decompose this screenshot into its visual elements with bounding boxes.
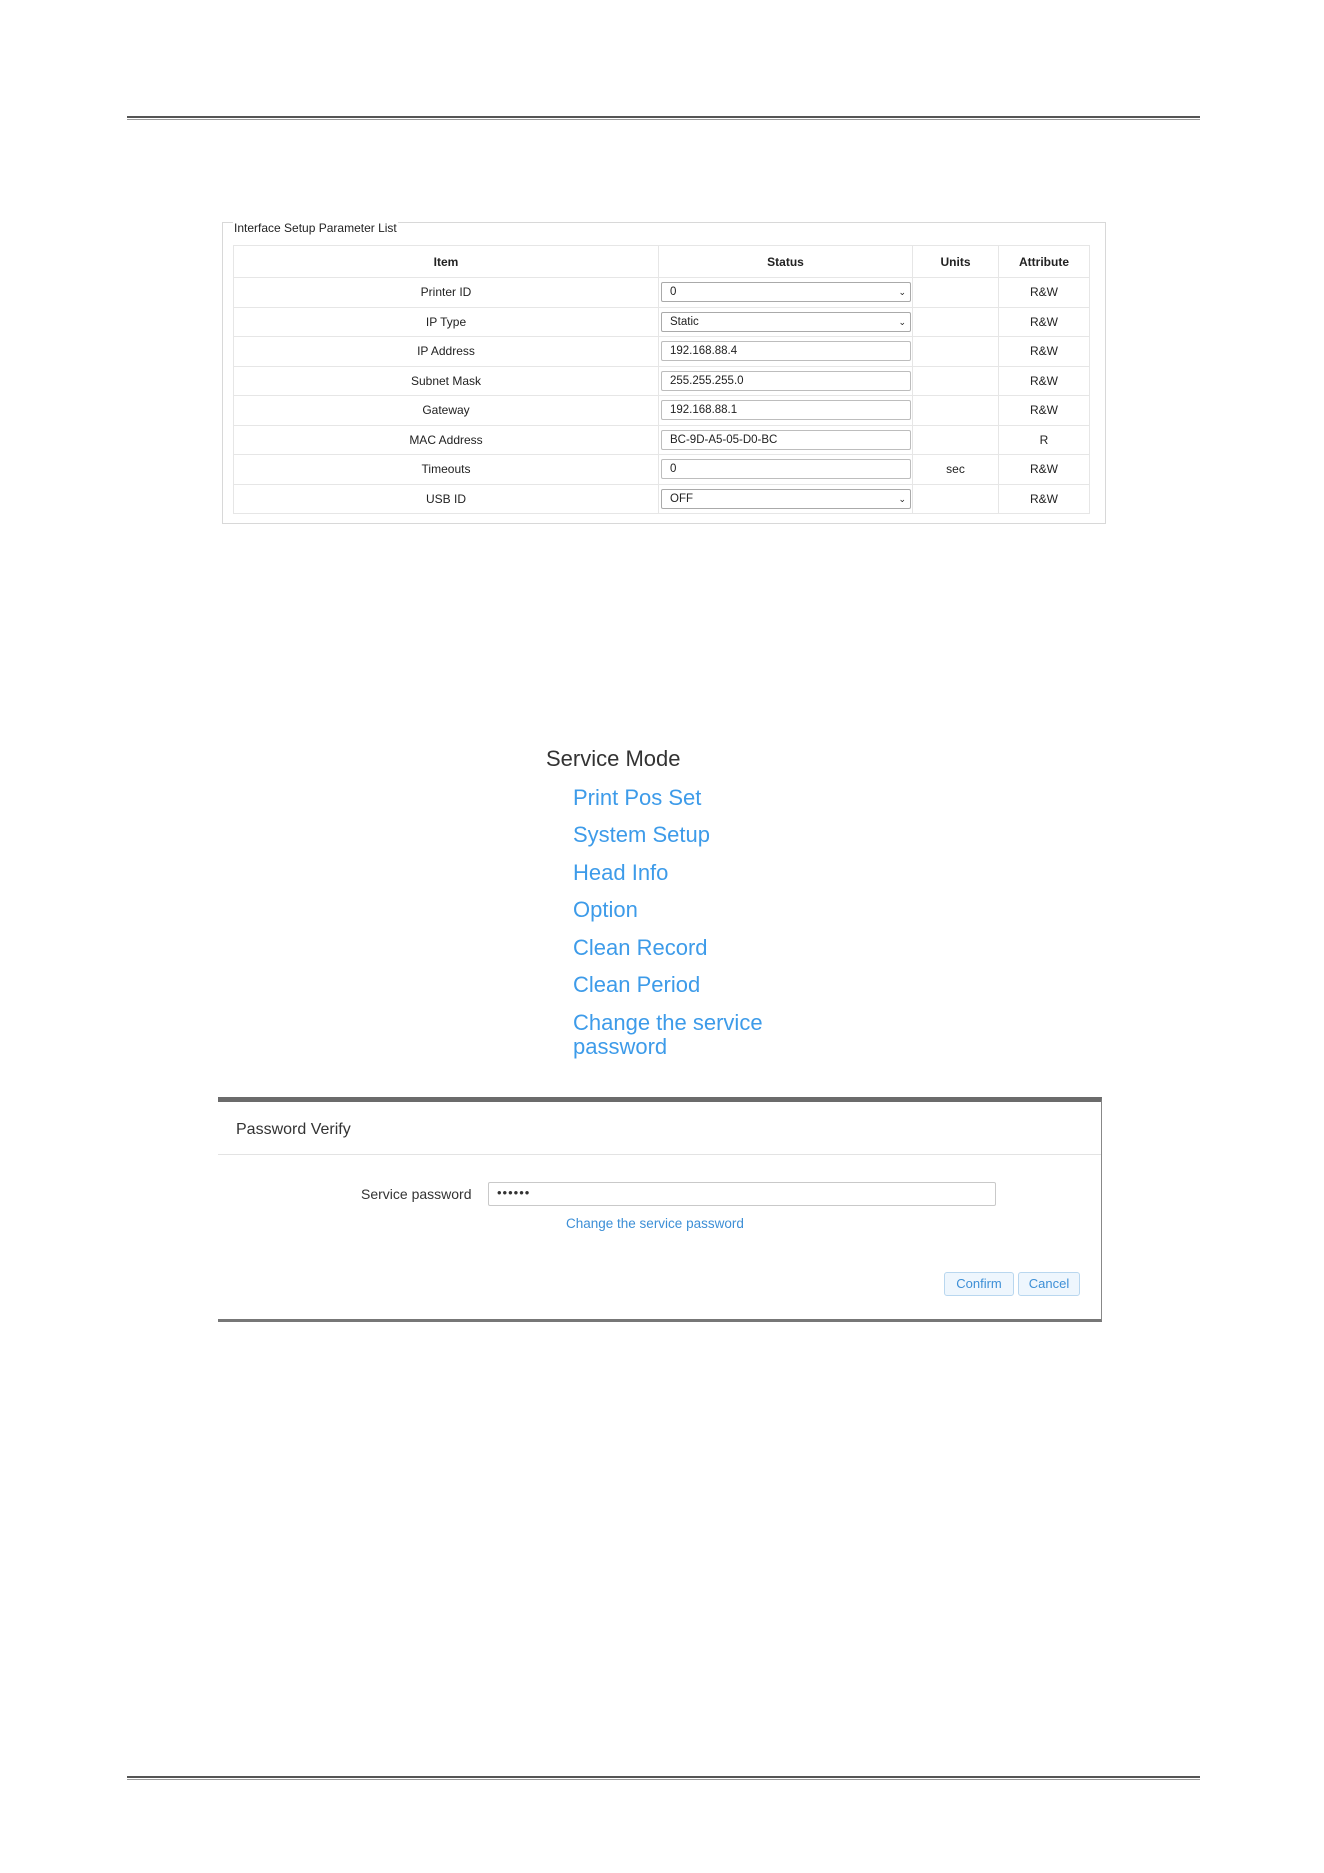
gateway-field[interactable] [661,400,911,420]
attribute-cell: R [999,425,1090,455]
printer-id-select[interactable] [661,282,911,302]
ip-address-value: 192.168.88.4 [670,345,738,358]
item-cell: Subnet Mask [234,366,659,396]
table-row [234,396,1090,426]
units-cell [913,337,999,367]
table-row [234,366,1090,396]
units-cell [913,366,999,396]
status-cell [659,307,913,337]
menu-link-system-setup[interactable]: System Setup [573,822,710,847]
menu-link-clean-period[interactable]: Clean Period [573,972,701,997]
menu-link-clean-record[interactable]: Clean Record [573,934,708,960]
ip-address-field[interactable] [661,341,911,361]
timeouts-value: 0 [670,463,677,476]
header-rule [127,116,1200,120]
item-cell: IP Address [234,337,659,367]
column-header-item: Item [234,246,659,278]
status-cell [659,337,913,367]
password-verify-dialog [218,1097,1102,1322]
attribute-cell: R&W [999,366,1090,396]
table-row [234,484,1090,514]
chevron-down-icon: ⌄ [898,316,906,327]
chevron-down-icon: ⌄ [898,493,906,504]
column-header-attribute: Attribute [999,246,1090,278]
attribute-cell: R&W [999,278,1090,308]
change-password-link[interactable]: Change the service password [566,1216,744,1231]
attribute-cell: R&W [999,484,1090,514]
table-header-row [234,246,1090,278]
usb-id-value: OFF [670,492,693,505]
status-cell [659,484,913,514]
item-cell: Printer ID [234,278,659,308]
menu-link-print-pos-set[interactable]: Print Pos Set [573,784,702,810]
units-cell [913,396,999,426]
item-cell: IP Type [234,307,659,337]
subnet-mask-value: 255.255.255.0 [670,374,744,387]
footer-rule [127,1776,1200,1780]
service-menu-list [546,786,783,1059]
table-row [234,455,1090,485]
chevron-down-icon: ⌄ [898,287,906,298]
service-password-input[interactable]: •••••• [488,1182,996,1206]
service-mode-title: Service Mode [546,746,681,771]
table-row [234,278,1090,308]
mac-address-value: BC-9D-A5-05-D0-BC [670,433,778,446]
column-header-status: Status [659,246,913,278]
timeouts-field[interactable] [661,459,911,479]
units-cell: sec [913,455,999,485]
units-cell [913,278,999,308]
attribute-cell: R&W [999,455,1090,485]
dialog-divider [218,1154,1101,1155]
status-cell [659,278,913,308]
units-cell [913,425,999,455]
usb-id-select[interactable] [661,489,911,509]
service-mode-menu [546,746,783,1059]
column-header-units: Units [913,246,999,278]
printer-id-value: 0 [670,286,677,299]
status-cell [659,366,913,396]
status-cell [659,455,913,485]
menu-link-option[interactable]: Option [573,897,638,922]
table-row [234,307,1090,337]
dialog-title: Password Verify [236,1121,351,1138]
attribute-cell: R&W [999,396,1090,426]
attribute-cell: R&W [999,307,1090,337]
item-cell: Timeouts [234,455,659,485]
cancel-button[interactable]: Cancel [1018,1272,1080,1296]
status-cell [659,425,913,455]
menu-link-head-info[interactable]: Head Info [573,859,669,885]
mac-address-field[interactable] [661,430,911,450]
attribute-cell: R&W [999,337,1090,367]
subnet-mask-field[interactable] [661,371,911,391]
ip-type-value: Static [670,315,699,328]
panel-legend: Interface Setup Parameter List [234,221,397,235]
units-cell [913,484,999,514]
interface-setup-panel [222,222,1106,524]
item-cell: Gateway [234,396,659,426]
ip-type-select[interactable] [661,312,911,332]
confirm-button[interactable]: Confirm [944,1272,1014,1296]
status-cell [659,396,913,426]
menu-link-change-password[interactable]: Change the service password [573,1009,763,1059]
table-row [234,337,1090,367]
gateway-value: 192.168.88.1 [670,404,738,417]
item-cell: USB ID [234,484,659,514]
table-row [234,425,1090,455]
item-cell: MAC Address [234,425,659,455]
service-password-label: Service password [361,1186,472,1202]
units-cell [913,307,999,337]
parameter-table [233,245,1090,514]
